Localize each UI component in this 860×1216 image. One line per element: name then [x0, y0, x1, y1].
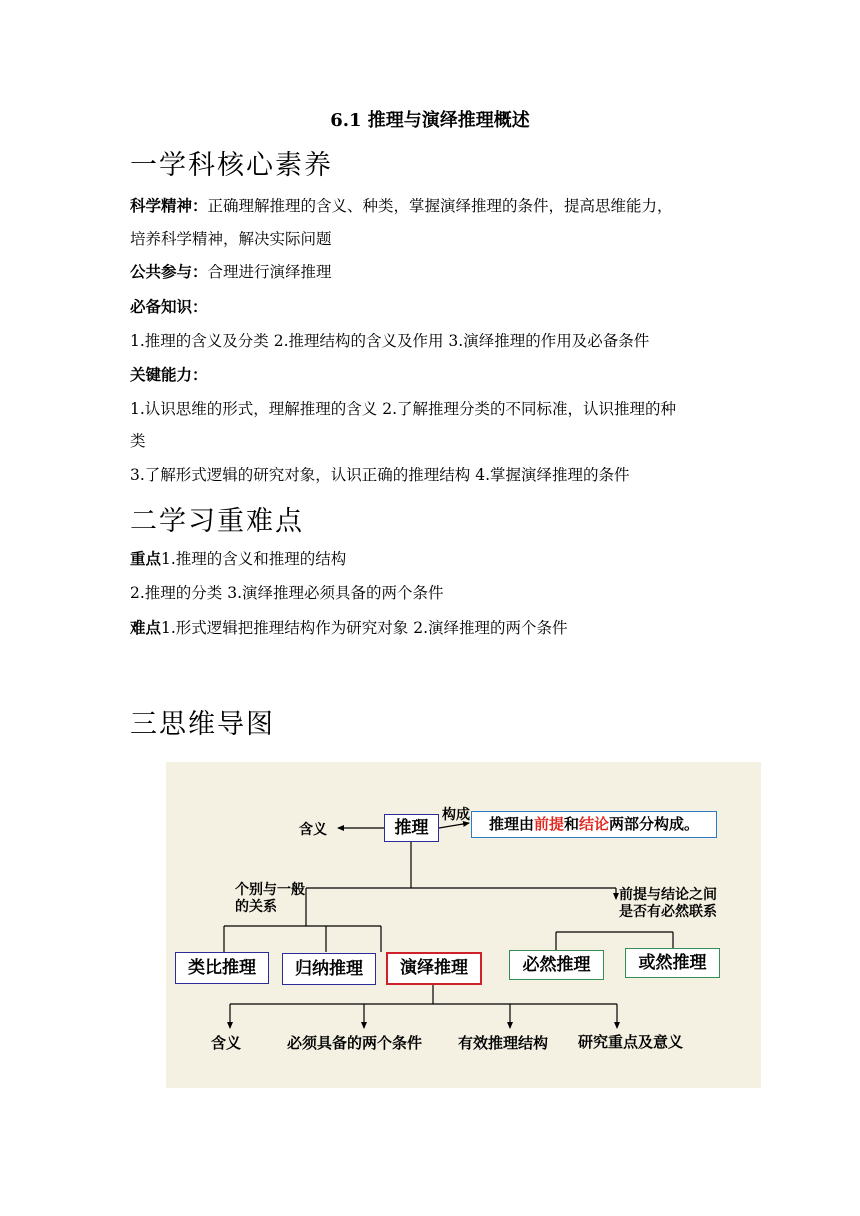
key-points-line1 — [130, 548, 346, 570]
sub-research-focus: 研究重点及意义 — [578, 1033, 684, 1051]
key-ability-line2: 类 — [130, 432, 146, 450]
composition-premise: 前提 — [533, 815, 564, 833]
node-deduction: 演绎推理 — [386, 952, 482, 985]
node-analogy: 类比推理 — [175, 952, 269, 984]
key-ability-line3: 3.了解形式逻辑的研究对象，认识正确的推理结构 4.掌握演绎推理的条件 — [130, 466, 630, 484]
necessity-criterion — [619, 887, 717, 921]
essential-knowledge-label: 必备知识： — [130, 297, 208, 316]
relation-line2: 的关系 — [235, 899, 277, 915]
composition-conclusion: 结论 — [579, 815, 610, 833]
mind-map — [166, 762, 761, 1088]
node-necessary: 必然推理 — [509, 950, 604, 980]
sub-valid-structure: 有效推理结构 — [458, 1034, 549, 1052]
key-points-line2: 2.推理的分类 3.演绎推理必须具备的两个条件 — [130, 584, 444, 602]
key-points-label: 重点 — [130, 549, 162, 568]
necessity-line1: 前提与结论之间 — [619, 887, 717, 903]
science-spirit-label: 科学精神： — [130, 196, 208, 215]
essential-knowledge-text: 1.推理的含义及分类 2.推理结构的含义及作用 3.演绎推理的作用及必备条件 — [130, 332, 650, 350]
science-spirit-line2: 培养科学精神，解决实际问题 — [130, 230, 332, 248]
difficult-points-line — [130, 617, 568, 639]
section-heading-key-difficulties: 二学习重难点 — [130, 506, 304, 537]
composition-prefix: 推理由 — [488, 815, 534, 833]
compose-label: 构成 — [442, 807, 470, 823]
composition-and: 和 — [563, 815, 579, 833]
public-participation-line — [130, 261, 332, 283]
relation-line1: 个别与一般 — [235, 882, 305, 898]
composition-box — [471, 811, 717, 838]
section-heading-mind-map: 三思维导图 — [130, 709, 275, 740]
page-title: 6.1 推理与演绎推理概述 — [330, 110, 530, 131]
public-participation-label: 公共参与： — [130, 262, 208, 281]
relation-criterion — [235, 882, 305, 916]
necessity-line2: 是否有必然联系 — [619, 904, 717, 920]
sub-two-conditions: 必须具备的两个条件 — [287, 1034, 423, 1052]
difficult-points-text: 1.形式逻辑把推理结构作为研究对象 2.演绎推理的两个条件 — [161, 619, 568, 637]
section-heading-core-literacy: 一学科核心素养 — [130, 150, 333, 181]
key-ability-label: 关键能力： — [130, 365, 208, 384]
key-points-text: 1.推理的含义和推理的结构 — [161, 550, 347, 568]
composition-suffix: 两部分构成。 — [609, 815, 700, 833]
root-node-reasoning: 推理 — [384, 814, 439, 842]
key-ability-line1: 1.认识思维的形式，理解推理的含义 2.了解推理分类的不同标准，认识推理的种 — [130, 400, 677, 418]
sub-meaning: 含义 — [211, 1034, 242, 1052]
node-induction: 归纳推理 — [282, 953, 376, 985]
public-participation-text: 合理进行演绎推理 — [207, 263, 332, 281]
difficult-points-label: 难点 — [130, 618, 162, 637]
meaning-label-left: 含义 — [299, 822, 327, 838]
node-probable: 或然推理 — [625, 948, 720, 978]
science-spirit-line1 — [130, 195, 673, 217]
science-spirit-text: 正确理解推理的含义、种类，掌握演绎推理的条件，提高思维能力， — [207, 197, 673, 215]
